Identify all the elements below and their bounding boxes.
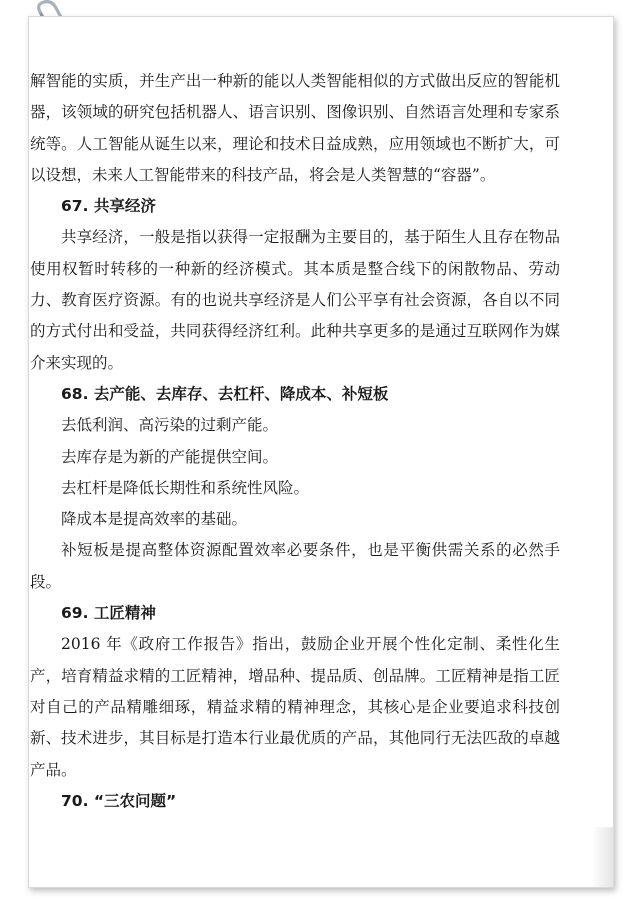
paragraph-ai-intro: 解智能的实质，并生产出一种新的能以人类智能相似的方式做出反应的智能机器，该领域的研究包括机器人、语言识别、图像识别、自然语言处理和专家系统等。人工智能从诞生以来，理论和技术日益成熟，应用领域也不断扩大，可以设想，未来人工智能带来的科技产品，将会是人类智慧的“容器”。 — [30, 72, 560, 184]
paragraph-cut-capacity: 去低利润、高污染的过剩产能。 — [61, 416, 279, 435]
paragraph-sharing-economy: 共享经济，一般是指以获得一定报酬为主要目的，基于陌生人且存在物品使用权暂时转移的一种新的经济模式。其本质是整合线下的闲散物品、劳动力、教育医疗资源。有的也说共享经济是人们公平享有社会资源，各自以不同的方式付出和受益，共同获得经济红利。此种共享更多的是通过互联网作为媒介来实现的。 — [30, 228, 560, 372]
paragraph-shore-up-weakness: 补短板是提高整体资源配置效率必要条件，也是平衡供需关系的必然手段。 — [30, 541, 560, 591]
heading-69-craftsman-spirit: 69. 工匠精神 — [61, 604, 156, 623]
paragraph-deleverage: 去杠杆是降低长期性和系统性风险。 — [61, 478, 310, 497]
heading-70-three-rural-issues: 70. “三农问题” — [61, 791, 177, 810]
paragraph-reduce-cost: 降成本是提高效率的基础。 — [61, 510, 248, 529]
paragraph-destock: 去库存是为新的产能提供空间。 — [61, 447, 279, 466]
page-curl-shadow — [591, 827, 613, 887]
heading-68-supply-side-reform: 68. 去产能、去库存、去杠杆、降成本、补短板 — [61, 384, 389, 403]
document-body — [30, 66, 560, 817]
heading-67-sharing-economy: 67. 共享经济 — [61, 197, 156, 216]
paragraph-craftsman-spirit: 2016 年《政府工作报告》指出，鼓励企业开展个性化定制、柔性化生产，培育精益求精的工匠精神，增品种、提品质、创品牌。工匠精神是指工匠对自己的产品精雕细琢，精益求精的精神理念，其核心是企业要追求科技创新、技术进步，其目标是打造本行业最优质的产品，其他同行无法匹敌的卓越产品。 — [30, 635, 560, 779]
